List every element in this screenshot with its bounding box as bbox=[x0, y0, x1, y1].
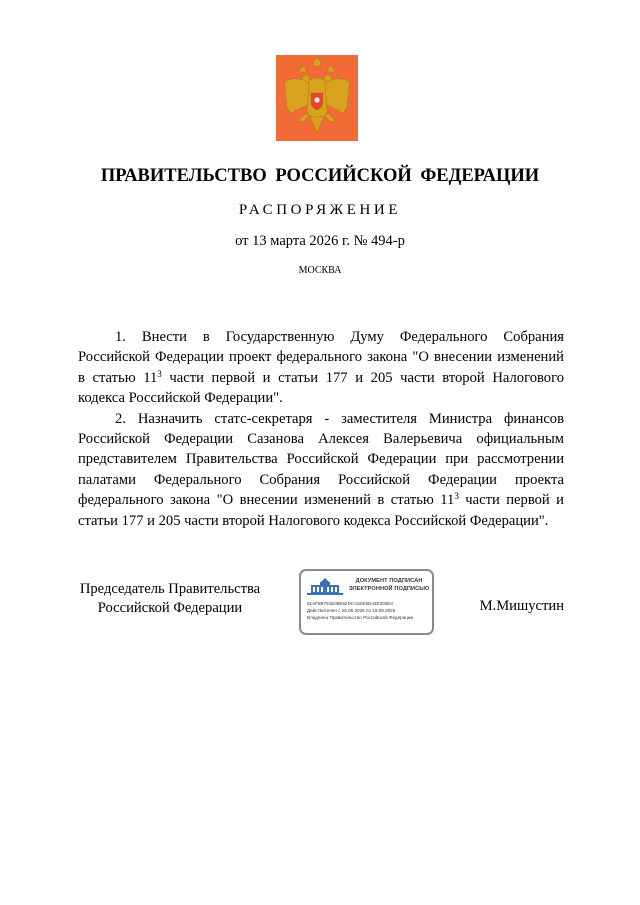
paragraph-1 bbox=[78, 327, 564, 409]
paragraph-number: 1. bbox=[115, 329, 126, 345]
signer-position-line-1: Председатель Правительства bbox=[79, 581, 261, 597]
stamp-owner: Владелец Правительство Российской Федерации bbox=[307, 615, 414, 620]
document-date-number: от 13 марта 2026 г. № 494-р bbox=[235, 233, 405, 249]
paragraph-text: Внести в Государственную Думу Федерального Собрания Российской Федерации проект федерального закона "О внесении изменений в статью 11 bbox=[78, 329, 564, 386]
superscript: 3 bbox=[157, 368, 162, 379]
superscript: 3 bbox=[454, 491, 459, 502]
stamp-certificate: 51AF8B781E09E62DC41EE5D43E303E3 bbox=[307, 601, 393, 606]
electronic-signature-stamp bbox=[299, 569, 434, 635]
document-type: РАСПОРЯЖЕНИЕ bbox=[238, 202, 402, 218]
issuing-authority-title: ПРАВИТЕЛЬСТВО РОССИЙСКОЙ ФЕДЕРАЦИИ bbox=[100, 166, 540, 186]
coat-of-arms-icon bbox=[276, 55, 358, 145]
stamp-title-line-1: ДОКУМЕНТ ПОДПИСАН bbox=[355, 578, 423, 584]
stamp-title-line-2: ЭЛЕКТРОННОЙ ПОДПИСЬЮ bbox=[348, 585, 430, 592]
government-building-icon bbox=[307, 576, 343, 596]
signer-name: М.Мишустин bbox=[479, 598, 564, 614]
signer-position bbox=[70, 580, 270, 618]
stamp-title bbox=[345, 578, 433, 593]
document-city: МОСКВА bbox=[298, 265, 342, 276]
paragraph-text: Назначить статс-секретаря - заместителя Министра финансов Российской Федерации Сазанова Алексея Валерьевича официальным представителем Правительства Российской Федерации при рассмотрении палатами Федерального Собрания Российской Федерации проекта федерального закона "О внесении изменений в статью 11 bbox=[78, 410, 564, 509]
signer-position-line-2: Российской Федерации bbox=[97, 600, 243, 616]
paragraph-number: 2. bbox=[115, 410, 126, 427]
paragraph-text: части первой и статьи 177 и 205 части второй Налогового кодекса Российской Федерации". bbox=[78, 369, 564, 407]
paragraph-2 bbox=[78, 409, 564, 531]
stamp-validity: Действителен с 26.06.2025 по 19.09.2026 bbox=[307, 608, 396, 613]
document-body bbox=[78, 327, 564, 531]
paragraph-text: части первой и статьи 177 и 205 части второй Налогового кодекса Российской Федерации". bbox=[78, 492, 564, 529]
